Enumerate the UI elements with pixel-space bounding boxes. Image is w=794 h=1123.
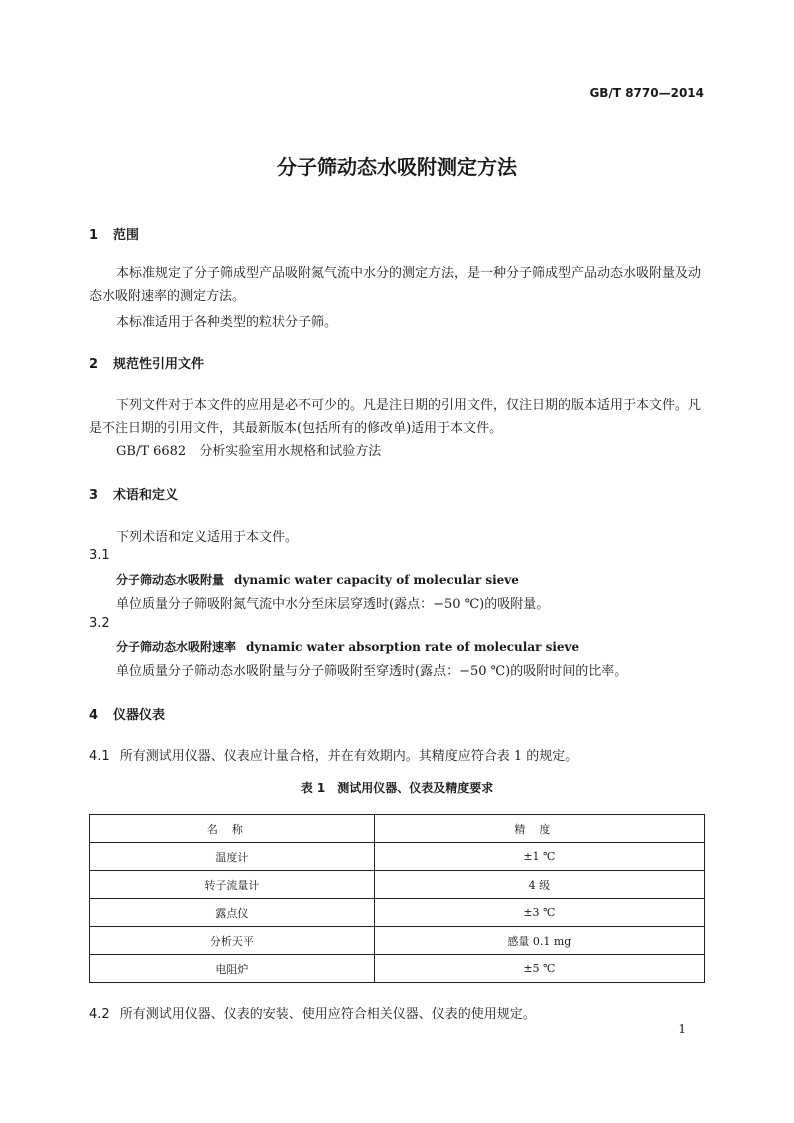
- section-number: 1: [89, 228, 99, 243]
- section-title: 规范性引用文件: [113, 357, 205, 372]
- section-1-paragraph: 本标准规定了分子筛成型产品吸附氮气流中水分的测定方法，是一种分子筛成型产品动态水吸附量及动态水吸附速率的测定方法。: [89, 266, 702, 304]
- section-2-paragraph: 下列文件对于本文件的应用是必不可少的。凡是注日期的引用文件，仅注日期的版本适用于本文件。凡是不注日期的引用文件，其最新版本(包括所有的修改单)适用于本文件。: [89, 398, 702, 436]
- term-cn: 分子筛动态水吸附量: [116, 573, 225, 587]
- instrument-name: 分析天平: [90, 927, 375, 955]
- clause-number: 4.2: [89, 1007, 110, 1022]
- instrument-name: 露点仪: [90, 899, 375, 927]
- section-2-heading: [89, 353, 204, 372]
- instrument-name: 温度计: [90, 843, 375, 871]
- term-3-1-number: 3.1: [89, 548, 110, 563]
- section-1-heading: [89, 224, 139, 243]
- instrument-precision: ±1 ℃: [374, 843, 704, 871]
- standard-code: GB/T 8770—2014: [589, 86, 704, 100]
- table-row: [90, 955, 705, 983]
- section-4-heading: [89, 704, 165, 723]
- header-precision: 精度: [374, 815, 704, 843]
- section-title: 仪器仪表: [113, 708, 166, 723]
- term-3-2-number: 3.2: [89, 616, 110, 631]
- clause-text: 所有测试用仪器、仪表的安装、使用应符合相关仪器、仪表的使用规定。: [119, 1007, 536, 1022]
- document-title: 分子筛动态水吸附测定方法: [277, 155, 517, 179]
- instrument-precision: ±3 ℃: [374, 899, 704, 927]
- instrument-name: 电阻炉: [90, 955, 375, 983]
- clause-4-1: [89, 745, 578, 764]
- section-title: 范围: [113, 228, 140, 243]
- page-number: 1: [678, 1022, 686, 1036]
- instrument-precision: ±5 ℃: [374, 955, 704, 983]
- section-3-heading: [89, 484, 178, 503]
- instrument-precision-table: [89, 814, 705, 983]
- term-3-1-definition: 单位质量分子筛吸附氮气流中水分至床层穿透时(露点：−50 ℃)的吸附量。: [116, 597, 550, 612]
- clause-4-2: [89, 1003, 536, 1022]
- term-3-2-name: [116, 638, 579, 655]
- header-name: 名称: [90, 815, 375, 843]
- term-en: dynamic water capacity of molecular sieve: [234, 573, 519, 587]
- normative-reference: GB/T 6682 分析实验室用水规格和试验方法: [116, 444, 382, 459]
- section-number: 2: [89, 357, 99, 372]
- instrument-name: 转子流量计: [90, 871, 375, 899]
- table-header-row: [90, 815, 705, 843]
- term-3-2-definition: 单位质量分子筛动态水吸附量与分子筛吸附至穿透时(露点：−50 ℃)的吸附时间的比率。: [116, 664, 628, 679]
- section-title: 术语和定义: [113, 488, 179, 503]
- term-cn: 分子筛动态水吸附速率: [116, 640, 237, 654]
- clause-number: 4.1: [89, 749, 110, 764]
- section-1-scope-line: 本标准适用于各种类型的粒状分子筛。: [116, 315, 338, 330]
- table-row: [90, 871, 705, 899]
- clause-text: 所有测试用仪器、仪表应计量合格，并在有效期内。其精度应符合表 1 的规定。: [119, 749, 579, 764]
- table-row: [90, 899, 705, 927]
- section-3-intro: 下列术语和定义适用于本文件。: [116, 530, 299, 545]
- table-row: [90, 927, 705, 955]
- section-number: 4: [89, 708, 99, 723]
- term-en: dynamic water absorption rate of molecular sieve: [246, 640, 580, 654]
- table-row: [90, 843, 705, 871]
- table-1-title: 表 1 测试用仪器、仪表及精度要求: [300, 781, 494, 795]
- instrument-precision: 4 级: [374, 871, 704, 899]
- section-number: 3: [89, 488, 99, 503]
- instrument-precision: 感量 0.1 mg: [374, 927, 704, 955]
- term-3-1-name: [116, 571, 519, 588]
